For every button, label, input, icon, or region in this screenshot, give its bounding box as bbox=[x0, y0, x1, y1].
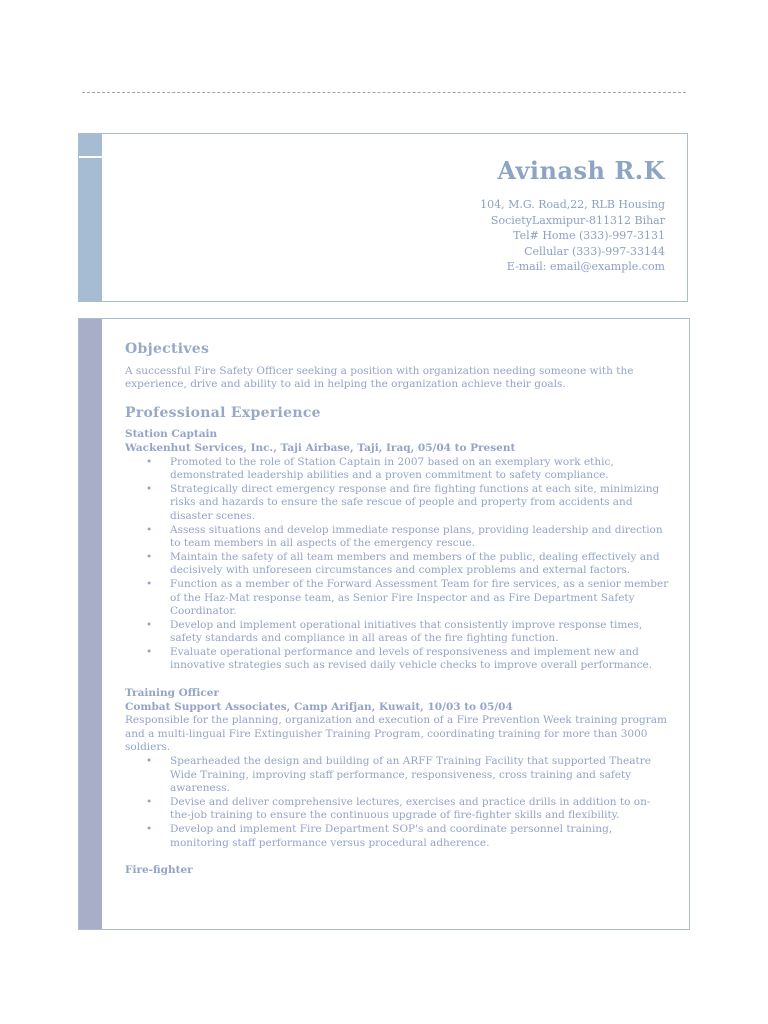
body-accent-bar bbox=[79, 319, 102, 929]
address-line-1: 104, M.G. Road,22, RLB Housing bbox=[480, 198, 665, 211]
bullet-icon: • bbox=[146, 455, 153, 468]
list-item: • Develop and implement operational initiatives that consistently improve response times, safety standards and compliance in all areas of the fire fighting function. bbox=[146, 618, 643, 645]
resume-content bbox=[125, 343, 671, 878]
top-divider bbox=[82, 92, 686, 93]
list-item: • Assess situations and develop immediate response plans, providing leadership and direction to team members in all aspects of the emergency rescue. bbox=[146, 523, 663, 550]
list-item: • Function as a member of the Forward Assessment Team for fire services, as a senior member of the Haz-Mat response team, as Senior Fire Inspector and as Fire Department Safety Coordinator. bbox=[146, 577, 669, 618]
bullet-icon: • bbox=[146, 550, 153, 563]
header-accent-bar bbox=[79, 134, 102, 301]
bullet-icon: • bbox=[146, 577, 153, 590]
job-bullets bbox=[125, 755, 671, 850]
job-company: Combat Support Associates, Camp Arifjan, Kuwait, 10/03 to 05/04 bbox=[125, 700, 513, 713]
job-description: Responsible for the planning, organization and execution of a Fire Prevention Week training program and a multi-lingual Fire Extinguisher Training Program, coordinating training for more than 3000 soldiers. bbox=[125, 714, 667, 754]
bullet-icon: • bbox=[146, 523, 153, 536]
contact-block bbox=[480, 156, 665, 275]
candidate-name: Avinash R.K bbox=[497, 156, 665, 185]
list-item: • Maintain the safety of all team members and members of the public, dealing effectively and decisively with unforeseen circumstances and complex problems and external factors. bbox=[146, 550, 660, 577]
objectives-heading: Objectives bbox=[125, 341, 210, 357]
job-title: Fire-fighter bbox=[125, 864, 193, 877]
body-box bbox=[78, 318, 690, 930]
objectives-text: A successful Fire Safety Officer seeking a position with organization needing someone with the experience, drive and ability to aid in helping the organization achieve their goals. bbox=[125, 364, 634, 391]
job-company: Wackenhut Services, Inc., Taji Airbase, Taji, Iraq, 05/04 to Present bbox=[125, 441, 516, 454]
bullet-icon: • bbox=[146, 823, 153, 835]
job-title: Station Captain bbox=[125, 428, 218, 441]
job-fire-fighter bbox=[125, 864, 671, 878]
header-box bbox=[78, 133, 688, 302]
address-line-2: SocietyLaxmipur-811312 Bihar bbox=[490, 213, 665, 227]
job-title: Training Officer bbox=[125, 687, 219, 700]
list-item: • Devise and deliver comprehensive lectures, exercises and practice drills in addition to on-the-job training to ensure the continuous upgrade of fire-fighter skills and flexibility. bbox=[146, 795, 651, 822]
home-phone: Tel# Home (333)-997-3131 bbox=[513, 229, 665, 243]
list-item: • Develop and implement Fire Department SOP's and coordinate personnel training, monitoring staff performance versus procedural adherence. bbox=[146, 823, 613, 849]
header-accent-notch bbox=[79, 156, 102, 158]
list-item: • Evaluate operational performance and levels of responsiveness and implement new and innovative strategies such as revised daily vehicle checks to improve overall performance. bbox=[146, 645, 653, 672]
list-item: • Promoted to the role of Station Captain in 2007 based on an exemplary work ethic, demonstrated leadership abilities and a proven commitment to safety compliance. bbox=[146, 455, 614, 482]
experience-heading: Professional Experience bbox=[125, 404, 321, 421]
bullet-icon: • bbox=[146, 795, 153, 808]
bullet-icon: • bbox=[146, 482, 153, 495]
bullet-icon: • bbox=[146, 645, 153, 658]
job-station-captain bbox=[125, 428, 671, 673]
email: E-mail: email@example.com bbox=[506, 260, 665, 274]
bullet-icon: • bbox=[146, 755, 153, 768]
list-item: • Spearheaded the design and building of an ARFF Training Facility that supported Theatre Wide Training, improving staff performance, responsiveness, cross training and safety awareness. bbox=[146, 755, 651, 795]
job-training-officer bbox=[125, 687, 671, 850]
list-item: • Strategically direct emergency response and fire fighting functions at each site, minimizing risks and hazards to ensure the safe rescue of people and property from accidents and disaster scenes. bbox=[146, 482, 660, 522]
bullet-icon: • bbox=[146, 618, 153, 631]
job-bullets bbox=[125, 456, 671, 674]
cell-phone: Cellular (333)-997-33144 bbox=[524, 244, 665, 258]
